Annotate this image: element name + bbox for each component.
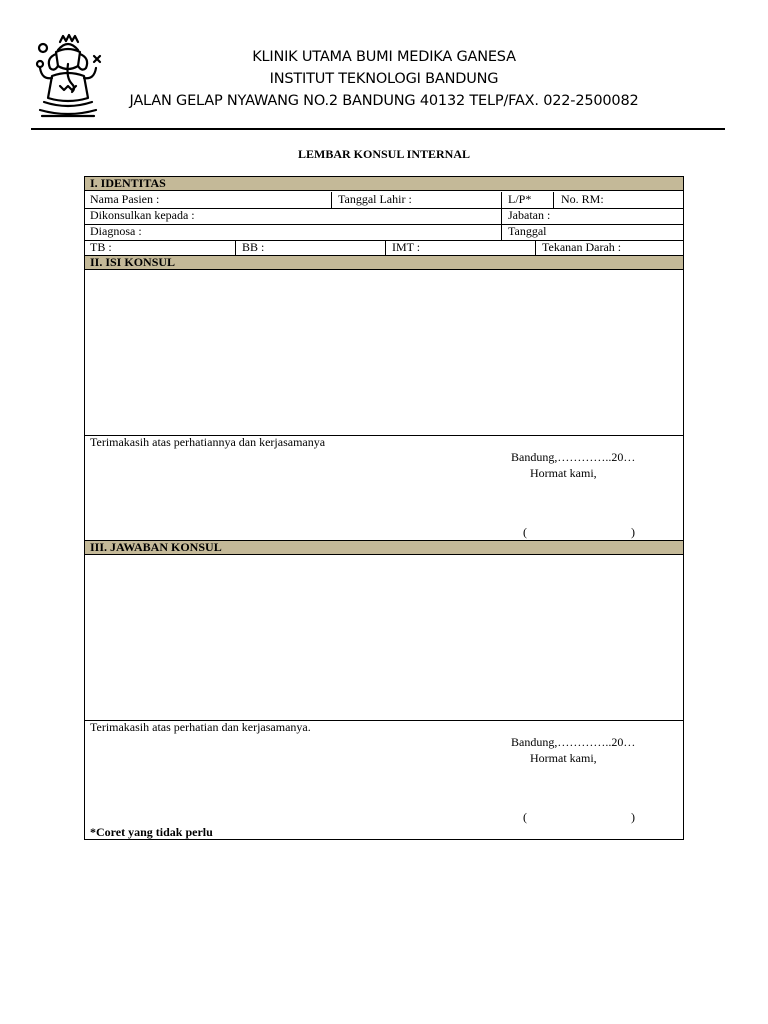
answer-regards: Hormat kami, xyxy=(530,751,597,765)
birth-date-label: Tanggal Lahir : xyxy=(338,192,412,206)
answer-sign-open: ( xyxy=(523,810,527,824)
date-label: Tanggal xyxy=(508,224,547,238)
gender-label: L/P* xyxy=(508,192,532,206)
blood-pressure-label: Tekanan Darah : xyxy=(542,240,622,254)
consult-thanks: Terimakasih atas perhatiannya dan kerjasamanya xyxy=(90,435,326,449)
consult-regards: Hormat kami, xyxy=(530,466,597,480)
consult-form xyxy=(84,176,684,840)
clinic-name: KLINIK UTAMA BUMI MEDIKA GANESA xyxy=(252,49,516,65)
weight-label: BB : xyxy=(242,240,265,254)
answer-sign-close: ) xyxy=(631,810,635,824)
consult-sign-open: ( xyxy=(523,525,527,539)
section-answer-header: III. JAWABAN KONSUL xyxy=(85,540,683,555)
bmi-label: IMT : xyxy=(392,240,421,254)
section-identity-header: I. IDENTITAS xyxy=(85,176,683,191)
answer-thanks: Terimakasih atas perhatian dan kerjasamanya. xyxy=(90,720,311,734)
consulted-to-label: Dikonsulkan kepada : xyxy=(90,208,195,222)
position-label: Jabatan : xyxy=(508,208,551,222)
consult-sign-close: ) xyxy=(631,525,635,539)
diagnosis-label: Diagnosa : xyxy=(90,224,142,238)
footnote: *Coret yang tidak perlu xyxy=(90,825,213,839)
header-divider xyxy=(31,128,725,130)
height-label: TB : xyxy=(90,240,112,254)
institute-name: INSTITUT TEKNOLOGI BANDUNG xyxy=(269,71,499,87)
answer-place-date: Bandung,…………..20… xyxy=(511,735,636,749)
section-consult-header: II. ISI KONSUL xyxy=(85,255,683,270)
clinic-address: JALAN GELAP NYAWANG NO.2 BANDUNG 40132 TELP/FAX. 022-2500082 xyxy=(129,93,639,109)
consult-place-date: Bandung,…………..20… xyxy=(511,450,636,464)
document-title: LEMBAR KONSUL INTERNAL xyxy=(297,147,471,161)
patient-name-label: Nama Pasien : xyxy=(90,192,160,206)
medical-record-label: No. RM: xyxy=(561,192,604,206)
